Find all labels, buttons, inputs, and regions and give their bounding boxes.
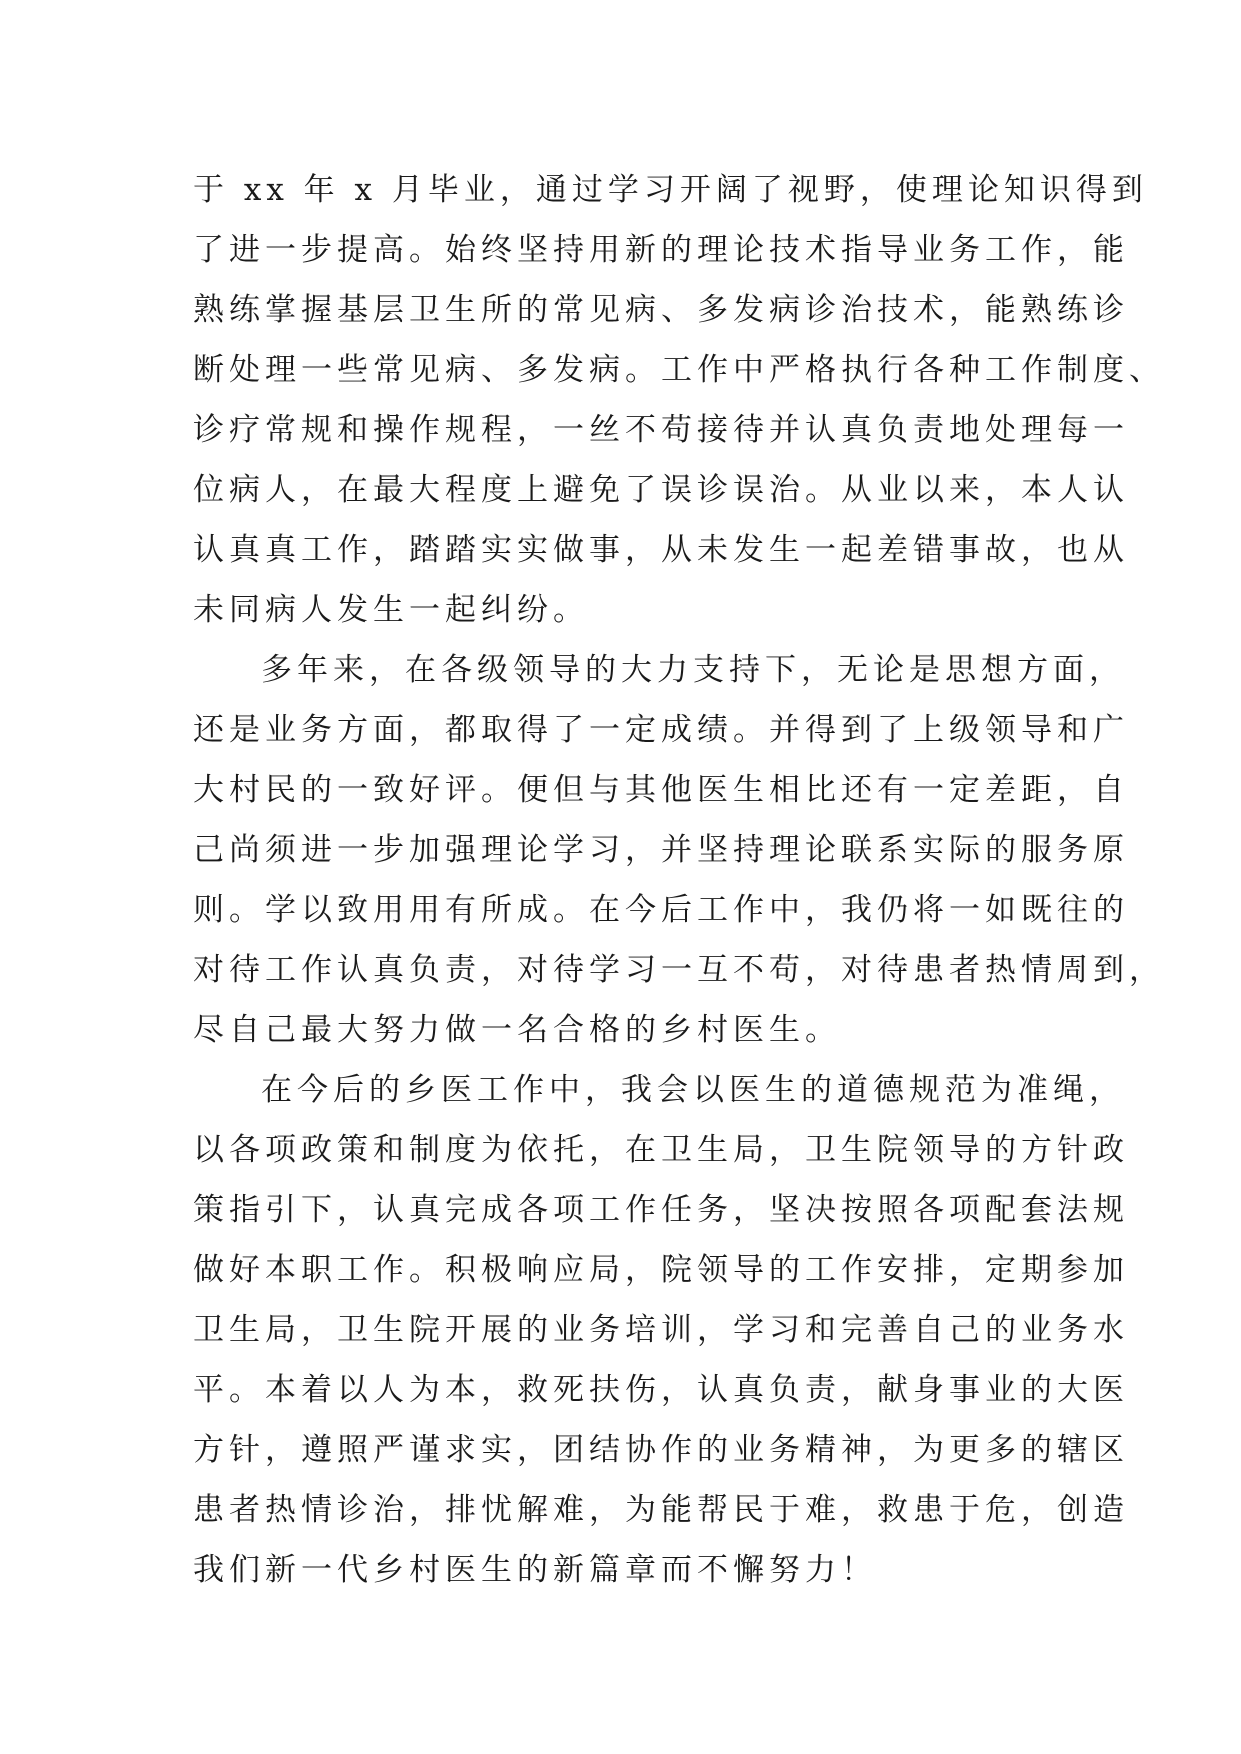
- text-line: 卫生局，卫生院开展的业务培训，学习和完善自己的业务水: [193, 1312, 1129, 1348]
- text-line: 还是业务方面，都取得了一定成绩。并得到了上级领导和广: [193, 712, 1129, 748]
- text-line: 做好本职工作。积极响应局，院领导的工作安排，定期参加: [193, 1252, 1129, 1288]
- text-line: 位病人，在最大程度上避免了误诊误治。从业以来，本人认: [193, 472, 1129, 508]
- text-line: 断处理一些常见病、多发病。工作中严格执行各种工作制度、: [193, 352, 1165, 388]
- text-line: 患者热情诊治，排忧解难，为能帮民于难，救患于危，创造: [193, 1492, 1129, 1528]
- text-line: 对待工作认真负责，对待学习一互不苟，对待患者热情周到，: [193, 952, 1165, 988]
- text-line: 策指引下，认真完成各项工作任务，坚决按照各项配套法规: [193, 1192, 1129, 1228]
- text-line: 诊疗常规和操作规程，一丝不苟接待并认真负责地处理每一: [193, 412, 1129, 448]
- paragraph-first-line: 多年来，在各级领导的大力支持下，无论是思想方面，: [261, 652, 1125, 688]
- text-line: 认真真工作，踏踏实实做事，从未发生一起差错事故，也从: [193, 532, 1129, 568]
- text-line: 平。本着以人为本，救死扶伤，认真负责，献身事业的大医: [193, 1372, 1129, 1408]
- text-line: 则。学以致用用有所成。在今后工作中，我仍将一如既往的: [193, 892, 1129, 928]
- paragraph-first-line: 在今后的乡医工作中，我会以医生的道德规范为准绳，: [261, 1072, 1125, 1108]
- text-line: 以各项政策和制度为依托，在卫生局，卫生院领导的方针政: [193, 1132, 1129, 1168]
- text-line: 我们新一代乡村医生的新篇章而不懈努力！: [193, 1552, 877, 1588]
- text-line: 方针，遵照严谨求实，团结协作的业务精神，为更多的辖区: [193, 1432, 1129, 1468]
- text-line: 了进一步提高。始终坚持用新的理论技术指导业务工作，能: [193, 232, 1129, 268]
- body-text: [193, 160, 1165, 1600]
- text-line: 大村民的一致好评。便但与其他医生相比还有一定差距，自: [193, 772, 1129, 808]
- text-line: 尽自己最大努力做一名合格的乡村医生。: [193, 1012, 841, 1048]
- text-line: 于 xx 年 x 月毕业，通过学习开阔了视野，使理论知识得到: [193, 172, 1148, 208]
- text-line: 己尚须进一步加强理论学习，并坚持理论联系实际的服务原: [193, 832, 1129, 868]
- text-line: 未同病人发生一起纠纷。: [193, 592, 589, 628]
- text-line: 熟练掌握基层卫生所的常见病、多发病诊治技术，能熟练诊: [193, 292, 1129, 328]
